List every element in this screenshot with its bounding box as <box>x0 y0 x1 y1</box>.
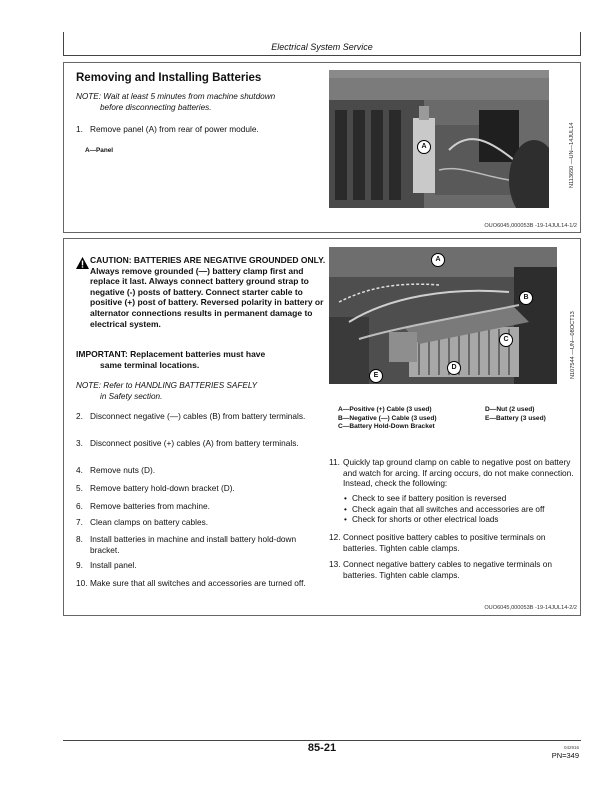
important-block <box>76 349 326 370</box>
header-rule <box>63 55 581 56</box>
step-text: Make sure that all switches and accessories are turned off. <box>90 578 306 588</box>
callout-a: A <box>417 140 431 154</box>
list-item: • Check for shorts or other electrical loads <box>344 515 544 526</box>
note-line-1: NOTE: Refer to HANDLING BATTERIES SAFELY <box>76 381 258 390</box>
step-text: Connect positive battery cables to positive terminals on batteries. Tighten cable clamps. <box>343 532 546 553</box>
legend-d: D—Nut (2 used) <box>485 406 535 413</box>
step-number: 9. <box>76 560 83 570</box>
list-item: • Check again that all switches and accessories are off <box>344 505 544 516</box>
step-2 <box>76 411 326 422</box>
legend-a: A—Positive (+) Cable (3 used) <box>338 406 432 413</box>
step-number: 12. <box>329 532 341 542</box>
section-removing-batteries <box>63 62 581 233</box>
step-text: Clean clamps on battery cables. <box>90 517 209 527</box>
step-number: 11. <box>329 457 340 467</box>
legend-b: B—Negative (—) Cable (3 used) <box>338 414 437 422</box>
step-text: Remove batteries from machine. <box>90 501 210 511</box>
step-number: 6. <box>76 501 83 511</box>
note-line-2: in Safety section. <box>100 392 163 401</box>
list-item: • Check to see if battery position is reversed <box>344 494 544 505</box>
panel-legend: A—Panel <box>85 147 114 154</box>
step-text: Remove battery hold-down bracket (D). <box>90 483 235 493</box>
step-6 <box>76 501 326 512</box>
photo-code: N107544 —UN—08OCT13 <box>570 311 576 379</box>
step-text: Disconnect negative (—) cables (B) from battery terminals. <box>90 411 306 421</box>
step-3 <box>76 438 326 449</box>
step-number: 4. <box>76 465 83 475</box>
footer-date: 042916 <box>563 745 579 750</box>
legend-c: C—Battery Hold-Down Bracket <box>338 423 435 431</box>
callout-d: D <box>447 361 461 375</box>
page-number: 85-21 <box>307 742 337 754</box>
step-number: 2. <box>76 411 83 421</box>
power-module-illustration <box>329 70 549 208</box>
legend-e: E—Battery (3 used) <box>485 414 546 422</box>
important-line-1: IMPORTANT: Replacement batteries must have <box>76 349 266 359</box>
battery-compartment-illustration <box>329 247 557 384</box>
step-text: Quickly tap ground clamp on cable to negative post on battery and watch for arcing. If arcing occurs, do not make connection. Instead, check the following: <box>343 457 574 488</box>
step-text: Connect negative battery cables to negative terminals on batteries. Tighten cable clamps. <box>343 559 552 580</box>
step-number: 7. <box>76 517 83 527</box>
step-1 <box>76 124 326 135</box>
note-safety <box>76 380 326 402</box>
legend-left <box>338 406 437 432</box>
step-10 <box>76 578 326 589</box>
caution-text: CAUTION: BATTERIES ARE NEGATIVE GROUNDED ONLY. Always remove grounded (—) battery clamp first and replace it last. Always connect battery ground strap to negative (-) posts of battery. Connect starter cable to positive (+) post of battery. Reversed polarity in battery or alternator connections results in permanent damage to electrical system. <box>90 255 326 329</box>
step-text: Disconnect positive (+) cables (A) from battery terminals. <box>90 438 299 448</box>
step-12 <box>329 532 574 553</box>
photo-battery-compartment <box>329 247 557 384</box>
photo-code: N113650 —UN—14JUL14 <box>569 122 575 188</box>
note-line-2: before disconnecting batteries. <box>100 103 212 112</box>
step-11 <box>329 457 574 489</box>
footer-rule <box>63 740 581 741</box>
step-number: 8. <box>76 534 83 544</box>
reference-code: OUO6045,000053B -19-14JUL14-2/2 <box>484 605 577 611</box>
reference-code: OUO6045,000053B -19-14JUL14-1/2 <box>484 223 577 229</box>
step-7 <box>76 517 326 528</box>
section-heading: Removing and Installing Batteries <box>76 72 262 84</box>
callout-a: A <box>431 253 445 267</box>
warning-icon <box>76 257 89 272</box>
step-4 <box>76 465 326 476</box>
step-number: 10. <box>76 578 88 588</box>
important-line-2: same terminal locations. <box>100 359 200 370</box>
note-line-1: NOTE: Wait at least 5 minutes from machine shutdown <box>76 92 276 101</box>
legend-right <box>485 406 546 423</box>
step-text: Remove nuts (D). <box>90 465 156 475</box>
page-header-title: Electrical System Service <box>271 42 373 52</box>
step-text: Remove panel (A) from rear of power module. <box>90 124 259 134</box>
callout-b: B <box>519 291 533 305</box>
check-list <box>344 494 544 526</box>
caution-block <box>76 255 326 329</box>
step-9 <box>76 560 326 571</box>
step-text: Install batteries in machine and install battery hold-down bracket. <box>90 534 297 555</box>
step-number: 3. <box>76 438 83 448</box>
photo-power-module-panel <box>329 70 549 208</box>
step-number: 5. <box>76 483 83 493</box>
step-number: 13. <box>329 559 341 569</box>
footer-pn: PN=349 <box>551 751 579 760</box>
step-8 <box>76 534 326 555</box>
step-text: Install panel. <box>90 560 137 570</box>
callout-e: E <box>369 369 383 383</box>
step-number: 1. <box>76 124 83 134</box>
step-13 <box>329 559 574 580</box>
section-battery-procedure <box>63 238 581 616</box>
step-5 <box>76 483 326 494</box>
note-wait <box>76 91 326 113</box>
callout-c: C <box>499 333 513 347</box>
